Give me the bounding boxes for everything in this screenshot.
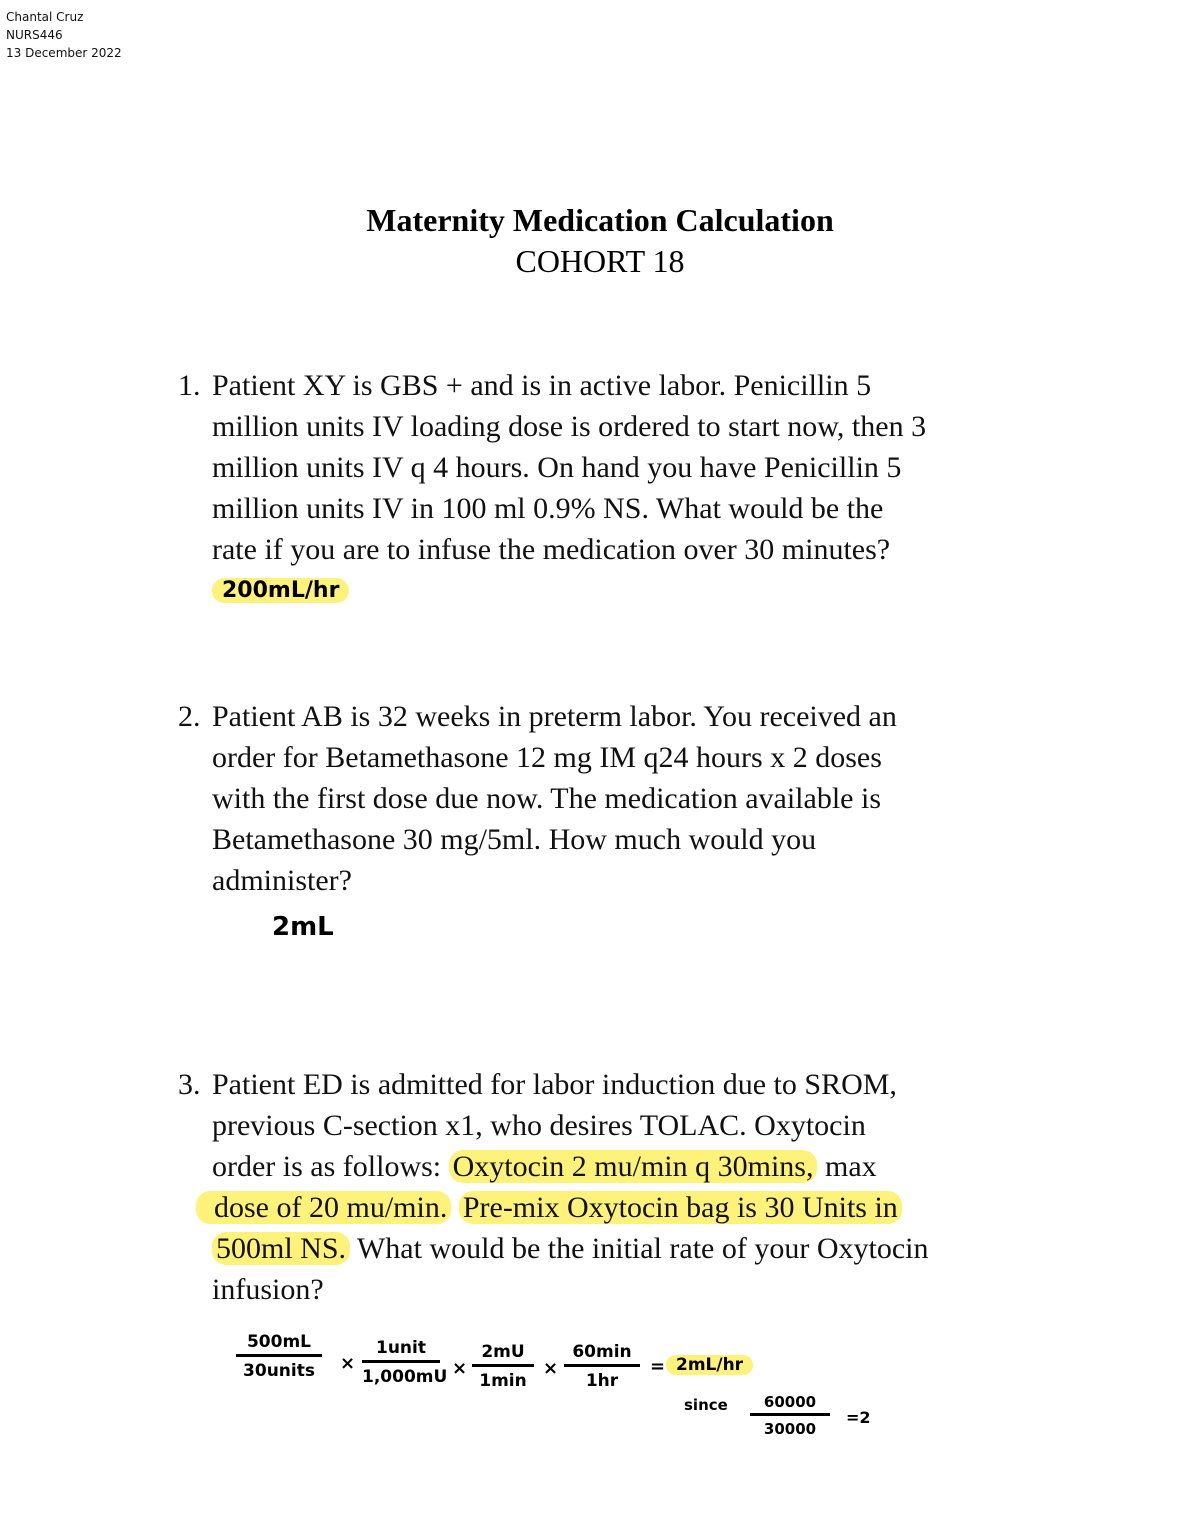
work-fraction: 500mL 30units (236, 1332, 322, 1381)
question-2 (178, 696, 1078, 901)
since-result: =2 (846, 1408, 871, 1427)
title-line-2: COHORT 18 (515, 243, 685, 279)
question-line: million units IV q 4 hours. On hand you have Penicillin 5 (212, 451, 902, 484)
question-line: Betamethasone 30 mg/5ml. How much would you (212, 823, 817, 856)
work-result: 2mL/hr (666, 1355, 753, 1375)
work-fraction: 60min 1hr (564, 1342, 640, 1391)
q1-handwritten-answer: 200mL/hr (212, 578, 349, 603)
question-number: 3. (178, 1068, 201, 1101)
question-line: 500ml NS. What would be the initial rate of your Oxytocin (178, 1228, 1078, 1269)
course-code: NURS446 (6, 28, 63, 42)
question-line: million units IV in 100 ml 0.9% NS. What would be the (212, 492, 884, 525)
student-header (6, 8, 122, 62)
student-name: Chantal Cruz (6, 10, 84, 24)
work-operator: × (543, 1358, 559, 1379)
question-line: with the first dose due now. The medication available is (212, 782, 881, 815)
question-line: million units IV loading dose is ordered to start now, then 3 (212, 410, 927, 443)
question-line: Patient AB is 32 weeks in preterm labor. You received an (212, 700, 897, 733)
question-line: order for Betamethasone 12 mg IM q24 hours x 2 doses (212, 741, 882, 774)
question-line (178, 1187, 1078, 1228)
question-line: infusion? (212, 1273, 324, 1306)
document-title (0, 200, 1200, 282)
work-operator: × (340, 1353, 356, 1374)
question-1 (178, 365, 1078, 570)
highlighted-text: 500ml NS. (212, 1232, 350, 1265)
question-line: order is as follows: Oxytocin 2 mu/min q 30mins, max (212, 1150, 877, 1183)
work-fraction: $\frac{60000}{30000}$ (750, 1393, 830, 1438)
work-operator: = (650, 1356, 666, 1377)
question-line: rate if you are to infuse the medication over 30 minutes? (212, 533, 891, 566)
work-fraction: 2mU 1min (472, 1342, 534, 1391)
question-line: administer? (212, 864, 352, 897)
q2-handwritten-answer: 2mL (272, 912, 334, 942)
question-line: Patient XY is GBS + and is in active labor. Penicillin 5 (212, 369, 872, 402)
highlighted-text: dose of 20 mu/min. (196, 1191, 451, 1224)
work-operator: × (452, 1358, 468, 1379)
highlighted-text: Oxytocin 2 mu/min q 30mins, (449, 1150, 818, 1183)
question-number: 2. (178, 700, 201, 733)
question-line: Patient ED is admitted for labor induction due to SROM, (212, 1068, 897, 1101)
since-label: since (684, 1396, 728, 1414)
title-line-1: Maternity Medication Calculation (366, 202, 834, 238)
submission-date: 13 December 2022 (6, 46, 122, 60)
work-fraction: 1unit 1,000mU (362, 1338, 448, 1387)
question-number: 1. (178, 369, 201, 402)
question-3 (178, 1064, 1078, 1310)
question-line: previous C-section x1, who desires TOLAC. Oxytocin (212, 1109, 866, 1142)
highlighted-text: Pre-mix Oxytocin bag is 30 Units in (459, 1191, 902, 1224)
